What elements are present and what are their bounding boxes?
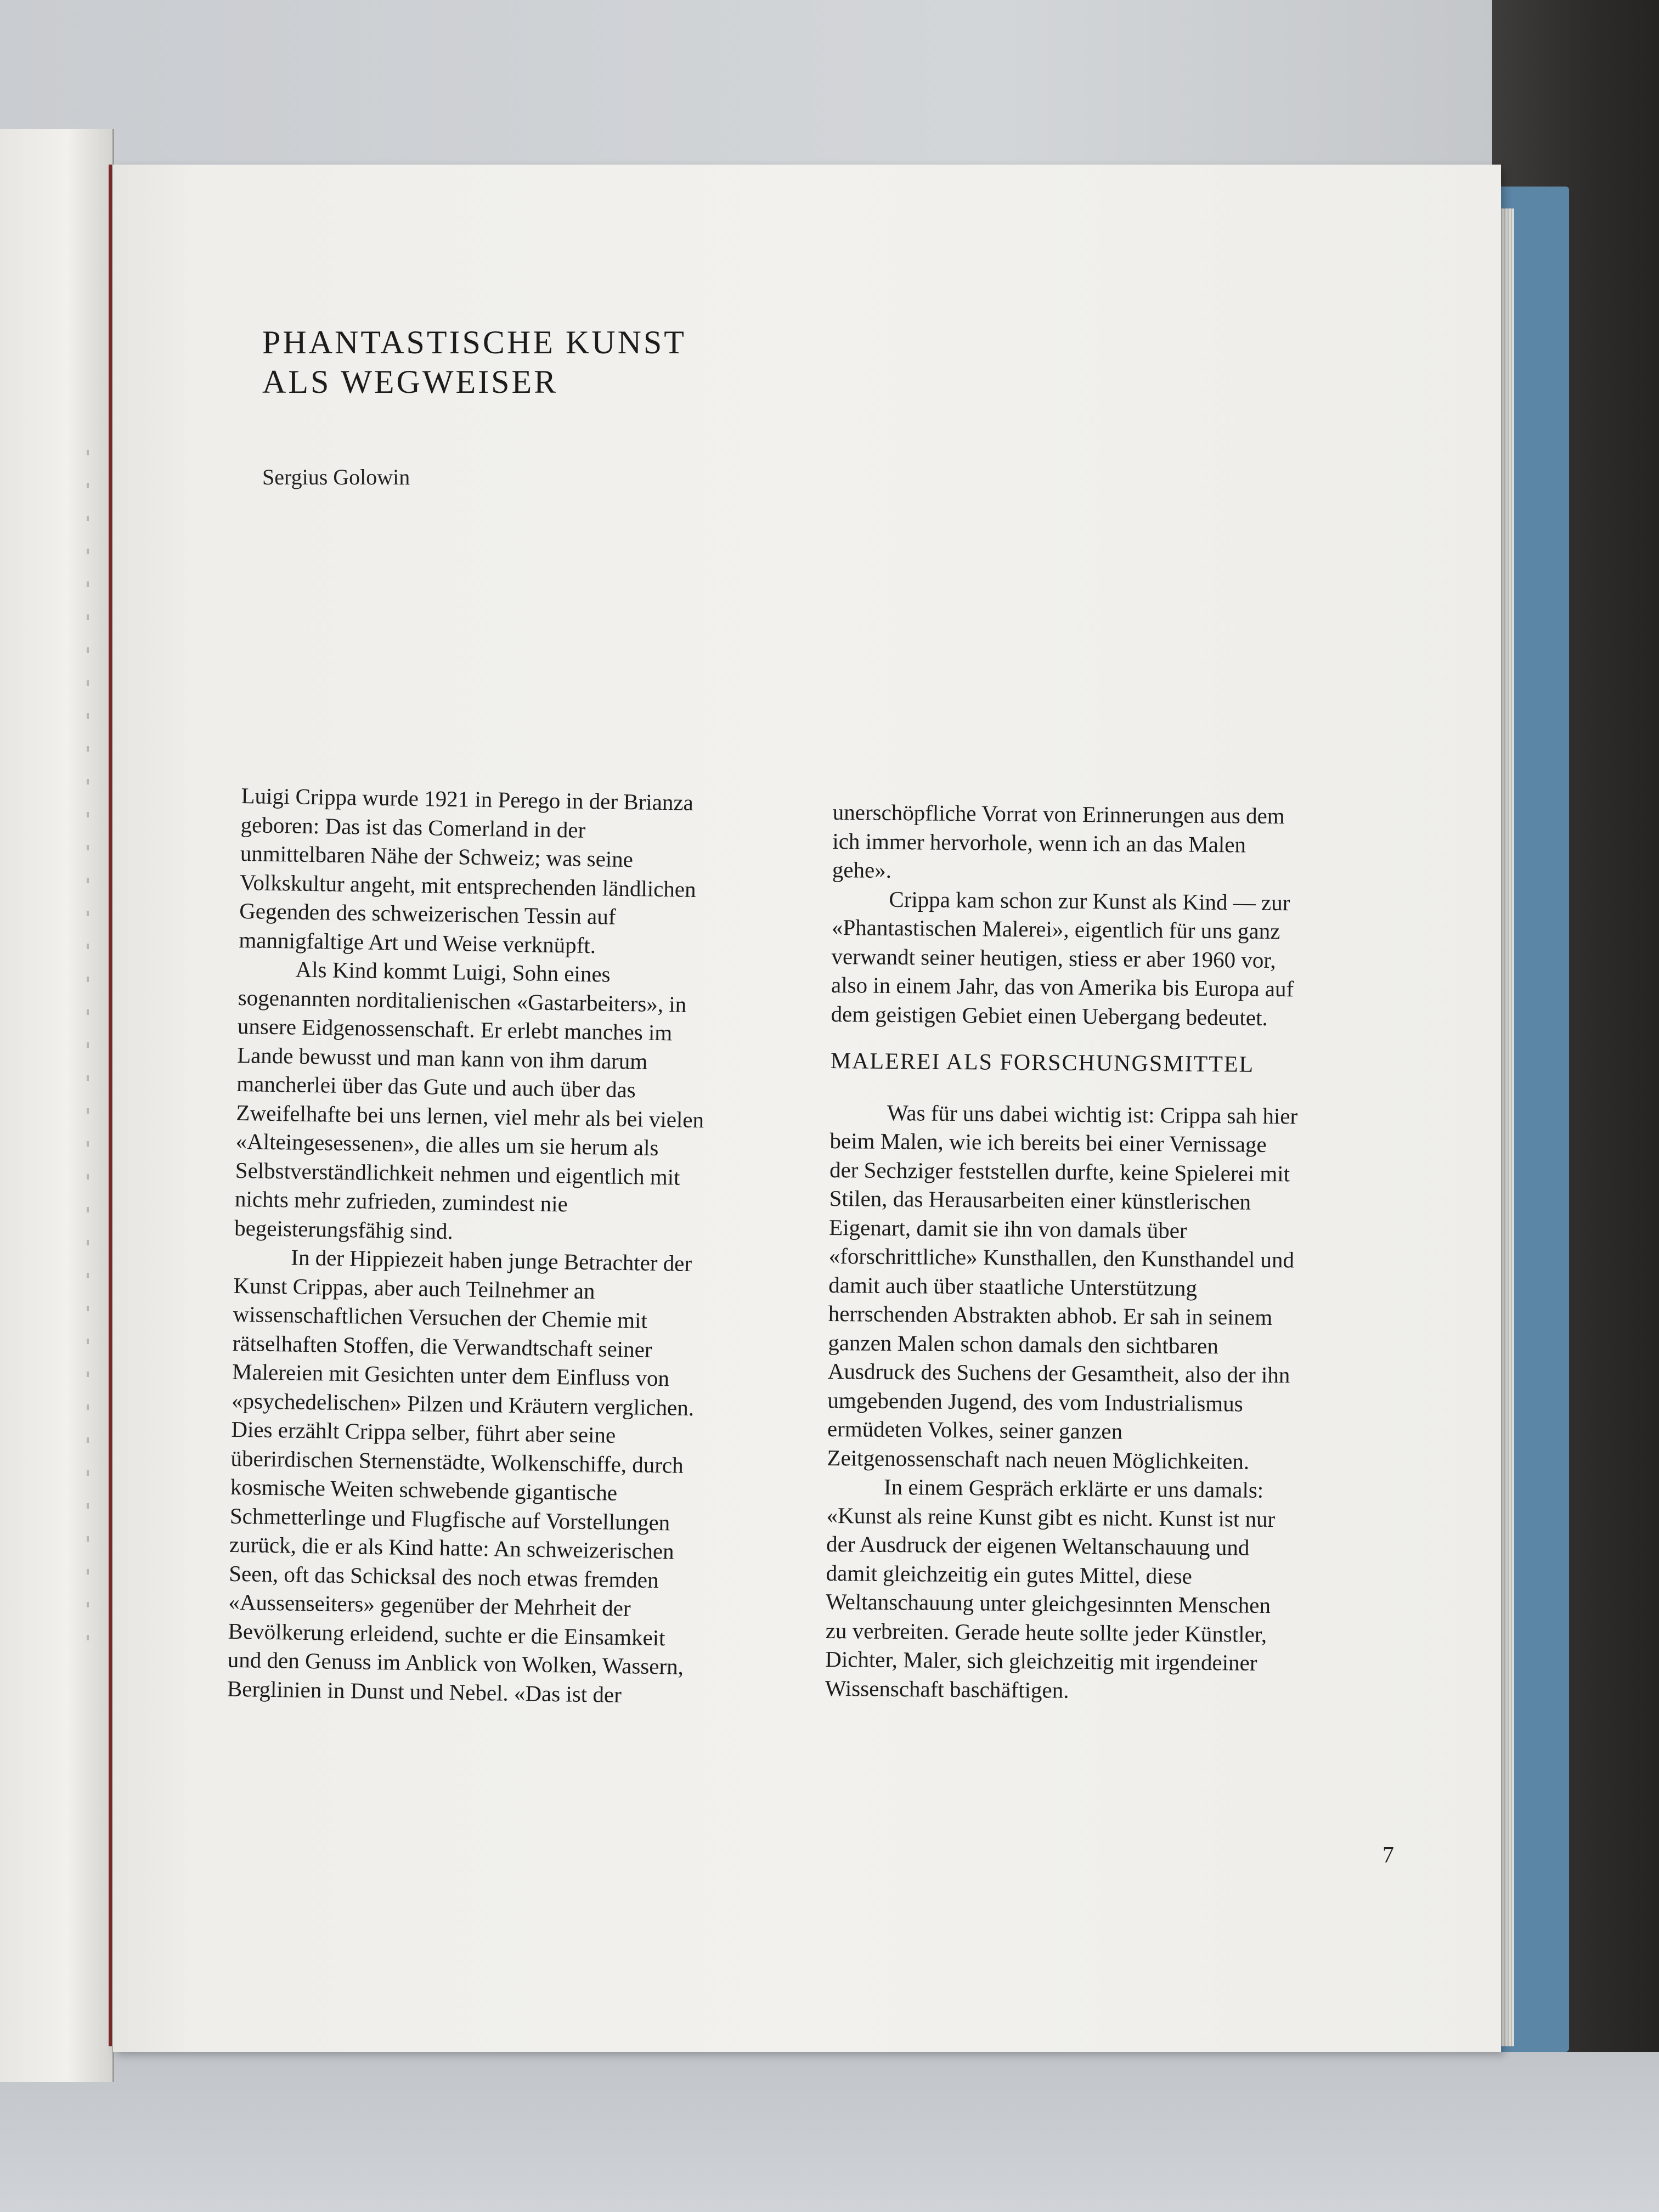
text-line: gehe». [832,856,892,883]
text-line: unmittelbaren Nähe der Schweiz; was seine [240,840,634,872]
text-line: Als Kind kommt Luigi, Sohn eines [295,956,611,987]
text-line: Dichter, Maler, sich gleichzeitig mit irgendeiner [825,1646,1257,1675]
text-line: zu verbreiten. Gerade heute sollte jeder Künstler, [825,1617,1267,1647]
text-line: Selbstverständlichkeit nehmen und eigentlich mit [235,1157,680,1190]
text-line: Schmetterlinge und Flugfische auf Vorstellungen [229,1503,670,1535]
text-line: sogenannten norditalienischen «Gastarbeiters», in [238,984,687,1017]
text-line: Weltanschauung unter gleichgesinnten Menschen [826,1588,1271,1618]
right-column-top [831,798,1392,1033]
text-line: Crippa kam schon zur Kunst als Kind — zur [889,886,1290,915]
text-line: kosmische Weiten schwebende gigantische [230,1474,618,1505]
text-line: In der Hippiezeit haben junge Betrachter der [291,1244,692,1277]
text-line: Dies erzählt Crippa selber, führt aber seine [231,1416,616,1448]
text-line: Zeitgenossenschaft nach neuen Möglichkeiten. [827,1444,1250,1474]
text-line: herrschenden Abstrakten abhob. Er sah in seinem [828,1300,1273,1330]
text-line: Wissenschaft baschäftigen. [825,1675,1069,1703]
text-line: «forschrittliche» Kunsthallen, den Kunsthandel und [828,1243,1295,1273]
text-line: «Aussenseiters» gegenüber der Mehrheit der [228,1589,631,1621]
section-subheading: MALEREI ALS FORSCHUNGSMITTEL [830,1048,1255,1077]
text-line: und den Genuss im Anblick von Wolken, Wassern, [227,1646,684,1679]
title-line: ALS WEGWEISER [262,364,558,400]
binding-stitch [87,450,89,1657]
right-column-bottom [825,1097,1390,1707]
text-line: beim Malen, wie ich bereits bei einer Vernissage [830,1127,1267,1157]
text-column-right [825,798,1392,1707]
text-line: «Phantastischen Malerei», eigentlich für uns ganz [831,914,1280,944]
text-line: «Kunst als reine Kunst gibt es nicht. Kunst ist nur [826,1502,1276,1532]
article-author: Sergius Golowin [262,465,410,489]
text-line: mancherlei über das Gute und auch über das [236,1070,636,1103]
text-line: Zweifelhafte bei uns lernen, viel mehr als bei vielen [236,1099,704,1132]
text-line: dem geistigen Gebiet einen Uebergang bedeutet. [831,1001,1268,1030]
text-line: Ausdruck des Suchens der Gesamtheit, also der ihn [827,1358,1290,1388]
text-line: verwandt seiner heutigen, stiess er aber 1960 vor, [831,943,1276,973]
text-line: rätselhaften Stoffen, die Verwandtschaft seiner [232,1330,652,1362]
page-number: 7 [1383,1843,1394,1868]
text-line: Was für uns dabei wichtig ist: Crippa sah hier [887,1099,1298,1128]
text-line: wissenschaftlichen Versuchen der Chemie mit [233,1301,648,1333]
left-page-edge [0,129,114,2082]
text-line: der Sechziger feststellen durfte, keine Spielerei mit [829,1156,1290,1186]
text-line: damit auch über staatliche Unterstützung [828,1272,1198,1301]
text-line: ich immer hervorhole, wenn ich an das Malen [832,828,1246,857]
text-line: Malereien mit Gesichten unter dem Einfluss von [232,1358,670,1391]
text-line: Bevölkerung erleidend, suchte er die Einsamkeit [228,1618,665,1650]
text-line: Volkskultur angeht, mit entsprechenden ländlichen [239,869,696,902]
text-line: der Ausdruck der eigenen Weltanschauung und [826,1531,1250,1560]
text-line: überirdischen Sternenstädte, Wolkenschiffe, durch [230,1445,684,1478]
text-line: damit gleichzeitig ein gutes Mittel, diese [826,1560,1193,1589]
text-line: «Alteingesessenen», die alles um sie herum als [235,1128,659,1161]
text-line: begeisterungsfähig sind. [234,1215,454,1244]
text-line: ermüdeten Volkes, seiner ganzen [827,1415,1123,1444]
table-surface-bottom [0,2052,1659,2212]
text-line: Eigenart, damit sie ihn von damals über [828,1214,1187,1243]
red-binding-strip [109,165,112,2046]
text-line: mannigfaltige Art und Weise verknüpft. [239,927,596,958]
text-line: also in einem Jahr, das von Amerika bis Europa auf [831,972,1294,1002]
text-line: Stilen, das Herausarbeiten einer künstlerischen [829,1185,1251,1215]
text-line: Seen, oft das Schicksal des noch etwas fremden [228,1560,659,1593]
text-line: ganzen Malen schon damals den sichtbaren [828,1329,1219,1358]
title-line: PHANTASTISCHE KUNST [262,324,686,360]
text-line: Gegenden des schweizerischen Tessin auf [239,898,616,929]
text-line: In einem Gespräch erklärte er uns damals: [883,1474,1264,1503]
text-line: nichts mehr zufrieden, zumindest nie [234,1186,568,1217]
text-line: Lande bewusst und man kann von ihm darum [236,1042,648,1074]
text-line: unsere Eidgenossenschaft. Er erlebt manches im [237,1013,673,1046]
text-column-left [227,781,801,1712]
text-line: geboren: Das ist das Comerland in der [240,811,586,843]
text-line: zurück, die er als Kind hatte: An schweizerischen [229,1531,675,1564]
article-title [262,323,1085,402]
text-line: Berglinien in Dunst und Nebel. «Das ist der [227,1675,622,1707]
text-line: «psychedelischen» Pilzen und Kräutern verglichen. [231,1387,695,1420]
text-line: umgebenden Jugend, des vom Industrialismus [827,1387,1243,1417]
text-line: unerschöpfliche Vorrat von Erinnerungen aus dem [832,799,1285,829]
text-line: Luigi Crippa wurde 1921 in Perego in der Brianza [241,782,694,815]
text-line: Kunst Crippas, aber auch Teilnehmer an [233,1272,595,1304]
